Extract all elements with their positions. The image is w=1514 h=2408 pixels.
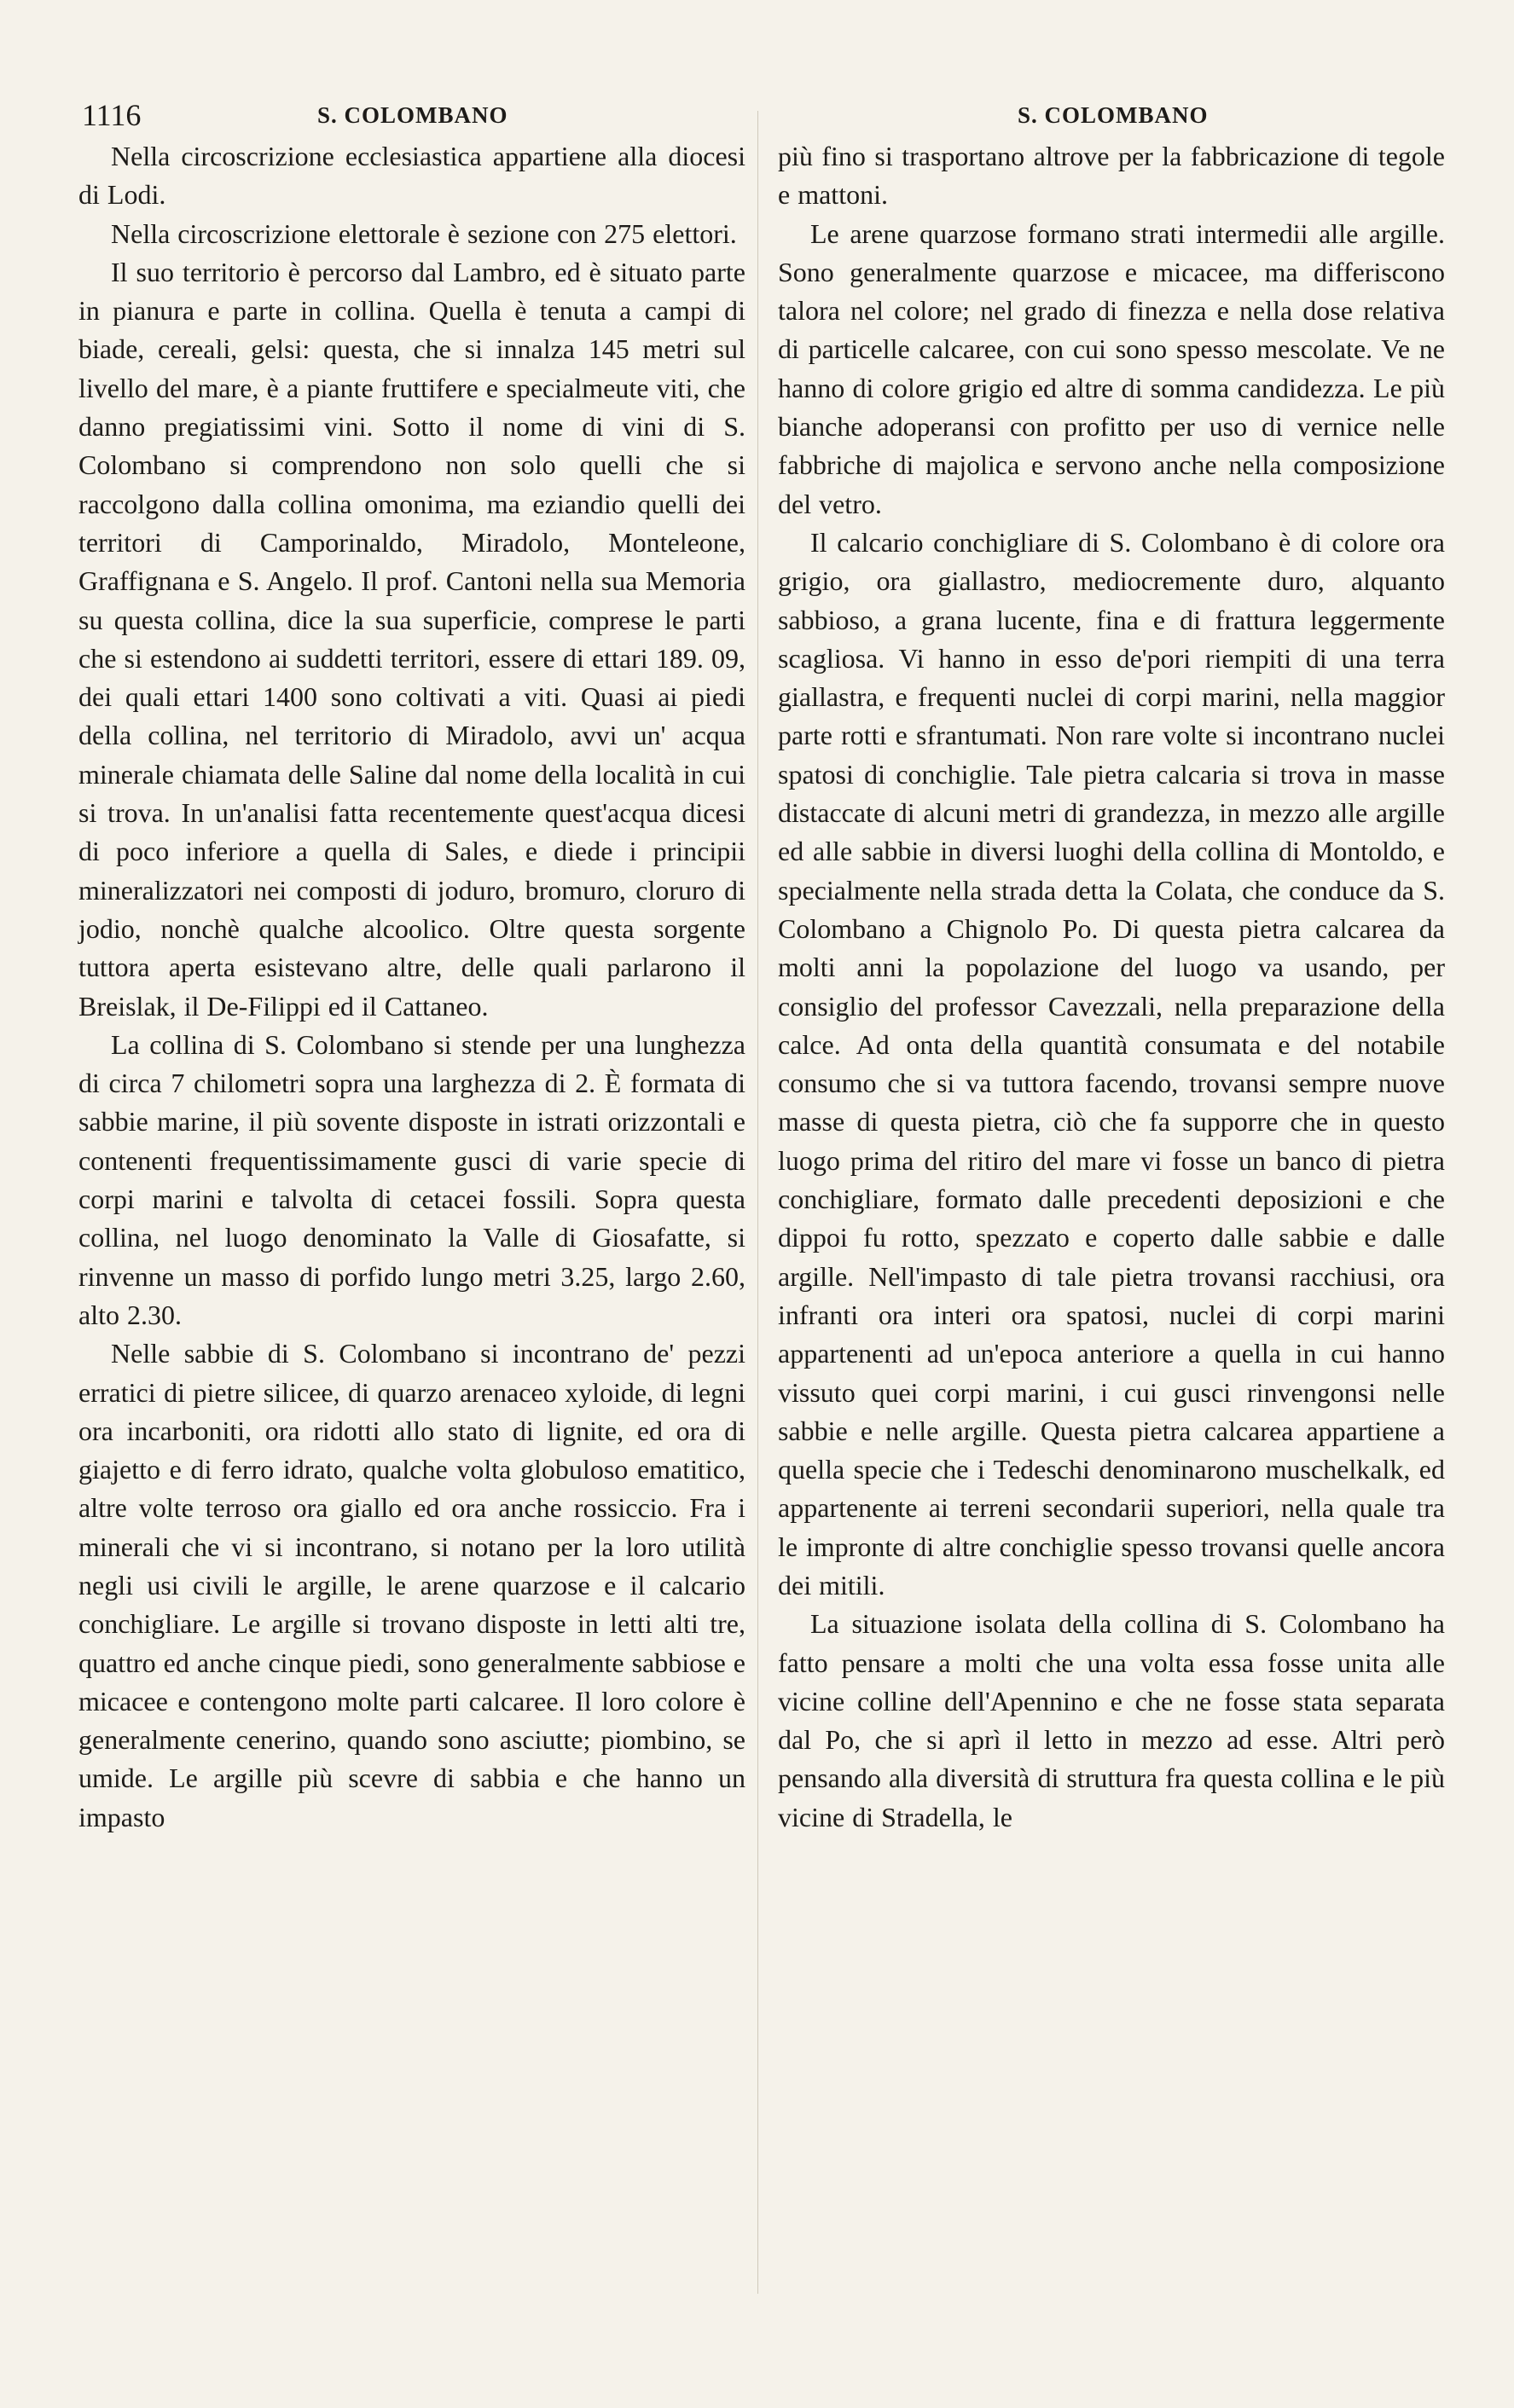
running-header-left: S. COLOMBANO [317, 102, 508, 128]
paragraph: Il suo territorio è percorso dal Lambro, ed è situato parte in pianura e parte in collina. Quella è tenuta a campi di biade, cereali, gelsi: questa, che si innalza 145 metri sul livello del mare, è a piante fruttifere e specialmeute viti, che danno pregiatissimi vini. Sotto il nome di vini di S. Colombano si comprendono non solo quelli che si raccolgono dalla collina omonima, ma eziandio quelli dei territori di Camporinaldo, Miradolo, Monteleone, Graffignana e S. Angelo. Il prof. Cantoni nella sua Memoria su questa collina, dice la sua superficie, comprese le parti che si estendono ai suddetti territori, essere di ettari 189. 09, dei quali ettari 1400 sono coltivati a viti. Quasi ai piedi della collina, nel territorio di Miradolo, avvi un' acqua minerale chiamata delle Saline dal nome della località in cui si trova. In un'analisi fatta recentemente quest'acqua dicesi di poco inferiore a quella di Sales, e diede i principii mineralizzatori nei composti di joduro, bromuro, cloruro di jodio, nonchè qualche alcoolico. Oltre questa sorgente tuttora aperta esistevano altre, delle quali parlarono il Breislak, il De-Filippi ed il Cattaneo. [78, 256, 745, 1022]
column-divider [757, 111, 758, 2294]
paragraph: La situazione isolata della collina di S. Colombano ha fatto pensare a molti che una volta essa fosse unita alle vicine colline dell'Apennino e che ne fosse stata separata dal Po, che si aprì il letto in mezzo ad esse. Altri però pensando alla diversità di struttura fra questa collina e le più vicine di Stradella, le [778, 1608, 1445, 1832]
paragraph: La collina di S. Colombano si stende per una lunghezza di circa 7 chilometri sopra una larghezza di 2. È formata di sabbie marine, il più sovente disposte in istrati orizzontali e contenenti frequentissimamente gusci di varie specie di corpi marini e talvolta di cetacei fossili. Sopra questa collina, nel luogo denominato la Valle di Giosafatte, si rinvenne un masso di porfido lungo metri 3.25, largo 2.60, alto 2.30. [78, 1028, 745, 1330]
paragraph: Nella circoscrizione elettorale è sezione con 275 elettori. [111, 217, 737, 249]
running-header-right: S. COLOMBANO [1018, 102, 1209, 128]
right-column [778, 137, 1445, 1837]
paragraph: Nelle sabbie di S. Colombano si incontrano de' pezzi erratici di pietre silicee, di quarzo arenaceo xyloide, di legni ora incarboniti, ora ridotti allo stato di lignite, ed ora di giajetto e di ferro idrato, qualche volta globuloso ematitico, altre volte terroso ora giallo ed ora anche rossiccio. Fra i minerali che vi si incontrano, si notano per la loro utilità negli usi civili le argille, le arene quarzose e il calcario conchigliare. Le argille si trovano disposte in letti alti tre, quattro ed anche cinque piedi, sono generalmente sabbiose e micacee e contengono molte parti calcaree. Il loro colore è generalmente cenerino, quando sono asciutte; piombino, se umide. Le argille più scevre di sabbia e che hanno un impasto [78, 1338, 745, 1832]
paragraph: Il calcario conchigliare di S. Colombano è di colore ora grigio, ora giallastro, mediocremente duro, alquanto sabbioso, a grana lucente, fina e di frattura leggermente scagliosa. Vi hanno in esso de'pori riempiti di una terra giallastra, e frequenti nuclei di corpi marini, nella maggior parte rotti e sfrantumati. Non rare volte si incontrano nuclei spatosi di conchiglie. Tale pietra calcaria si trova in masse distaccate di alcuni metri di grandezza, in mezzo alle argille ed alle sabbie in diversi luoghi della collina di Montoldo, e specialmente nella strada detta la Colata, che conduce da S. Colombano a Chignolo Po. Di questa pietra calcarea da molti anni la popolazione del luogo va usando, per consiglio del professor Cavezzali, nella preparazione della calce. Ad onta della quantità consumata e del notabile consumo che si va tuttora facendo, trovansi sempre nuove masse di questa pietra, ciò che fa supporre che in questo luogo prima del ritiro del mare vi fosse un banco di pietra conchigliare, formato dalle precedenti deposizioni e che dippoi fu rotto, spezzato e coperto dalle sabbie e dalle argille. Nell'impasto di tale pietra trovansi racchiusi, ora infranti ora interi ora spatosi, nuclei di corpi marini appartenenti ad un'epoca anteriore a quella in cui hanno vissuto quei corpi marini, i cui gusci rinvengonsi nelle sabbie e nelle argille. Questa pietra calcarea appartiene a quella specie che i Tedeschi denominarono muschelkalk, ed appartenente ai terreni secondarii superiori, nella quale tra le impronte di altre conchiglie spesso trovansi quelle ancora dei mitili. [778, 526, 1445, 1601]
paragraph: Nella circoscrizione ecclesiastica appartiene alla diocesi di Lodi. [78, 141, 745, 211]
paragraph: più fino si trasportano altrove per la fabbricazione di tegole e mattoni. [778, 141, 1445, 211]
paragraph: Le arene quarzose formano strati intermedii alle argille. Sono generalmente quarzose e micacee, ma differiscono talora nel colore; nel grado di finezza e nella dose relativa di particelle calcaree, con cui sono spesso mescolate. Ve ne hanno di colore grigio ed altre di somma candidezza. Le più bianche adoperansi con profitto per uso di vernice nelle fabbriche di majolica e servono anche nella composizione del vetro. [778, 217, 1445, 519]
left-column [78, 137, 745, 1837]
page-number: 1116 [82, 98, 142, 132]
